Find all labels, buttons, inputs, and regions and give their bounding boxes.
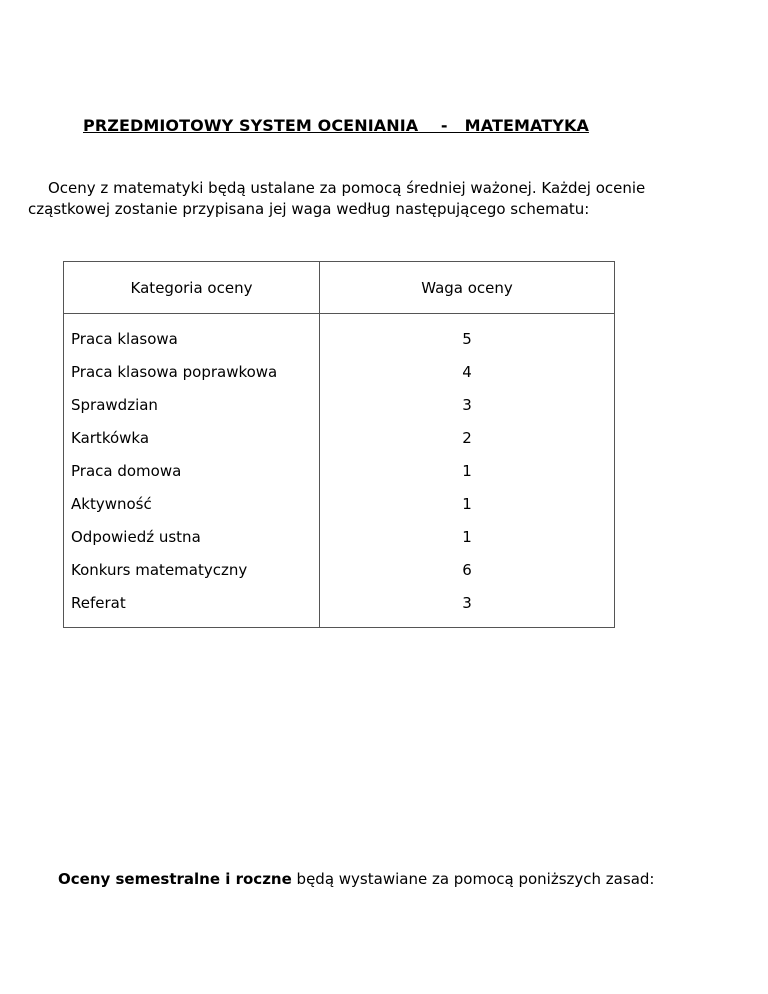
table-row bbox=[64, 388, 615, 421]
row-weight: 1 bbox=[320, 520, 615, 553]
row-category: Konkurs matematyczny bbox=[64, 553, 320, 586]
table-row bbox=[64, 553, 615, 586]
row-weight: 1 bbox=[320, 487, 615, 520]
intro-text: Oceny z matematyki będą ustalane za pomocą średniej ważonej. Każdej ocenie cząstkowej zostanie przypisana jej waga według następującego schematu: bbox=[28, 179, 646, 218]
row-category: Aktywność bbox=[64, 487, 320, 520]
header-weight: Waga oceny bbox=[320, 262, 615, 314]
row-category: Odpowiedź ustna bbox=[64, 520, 320, 553]
row-category: Referat bbox=[64, 586, 320, 628]
footer-paragraph bbox=[58, 870, 654, 888]
intro-paragraph bbox=[28, 178, 728, 220]
table-row bbox=[64, 421, 615, 454]
row-weight: 2 bbox=[320, 421, 615, 454]
table-row bbox=[64, 520, 615, 553]
footer-text: będą wystawiane za pomocą poniższych zasad: bbox=[291, 870, 655, 888]
row-weight: 1 bbox=[320, 454, 615, 487]
row-weight: 3 bbox=[320, 388, 615, 421]
table-row bbox=[64, 586, 615, 628]
row-category: Kartkówka bbox=[64, 421, 320, 454]
table-row bbox=[64, 314, 615, 356]
row-weight: 3 bbox=[320, 586, 615, 628]
footer-bold-text: Oceny semestralne i roczne bbox=[58, 870, 292, 888]
grade-weights-table bbox=[63, 261, 615, 628]
table-header-row bbox=[64, 262, 615, 314]
row-weight: 6 bbox=[320, 553, 615, 586]
row-category: Praca domowa bbox=[64, 454, 320, 487]
header-category: Kategoria oceny bbox=[64, 262, 320, 314]
table-row bbox=[64, 487, 615, 520]
row-category: Sprawdzian bbox=[64, 388, 320, 421]
row-category: Praca klasowa poprawkowa bbox=[64, 355, 320, 388]
document-title: PRZEDMIOTOWY SYSTEM OCENIANIA - MATEMATYKA bbox=[83, 116, 589, 135]
row-category: Praca klasowa bbox=[64, 314, 320, 356]
table-row bbox=[64, 355, 615, 388]
table-row bbox=[64, 454, 615, 487]
row-weight: 4 bbox=[320, 355, 615, 388]
row-weight: 5 bbox=[320, 314, 615, 356]
